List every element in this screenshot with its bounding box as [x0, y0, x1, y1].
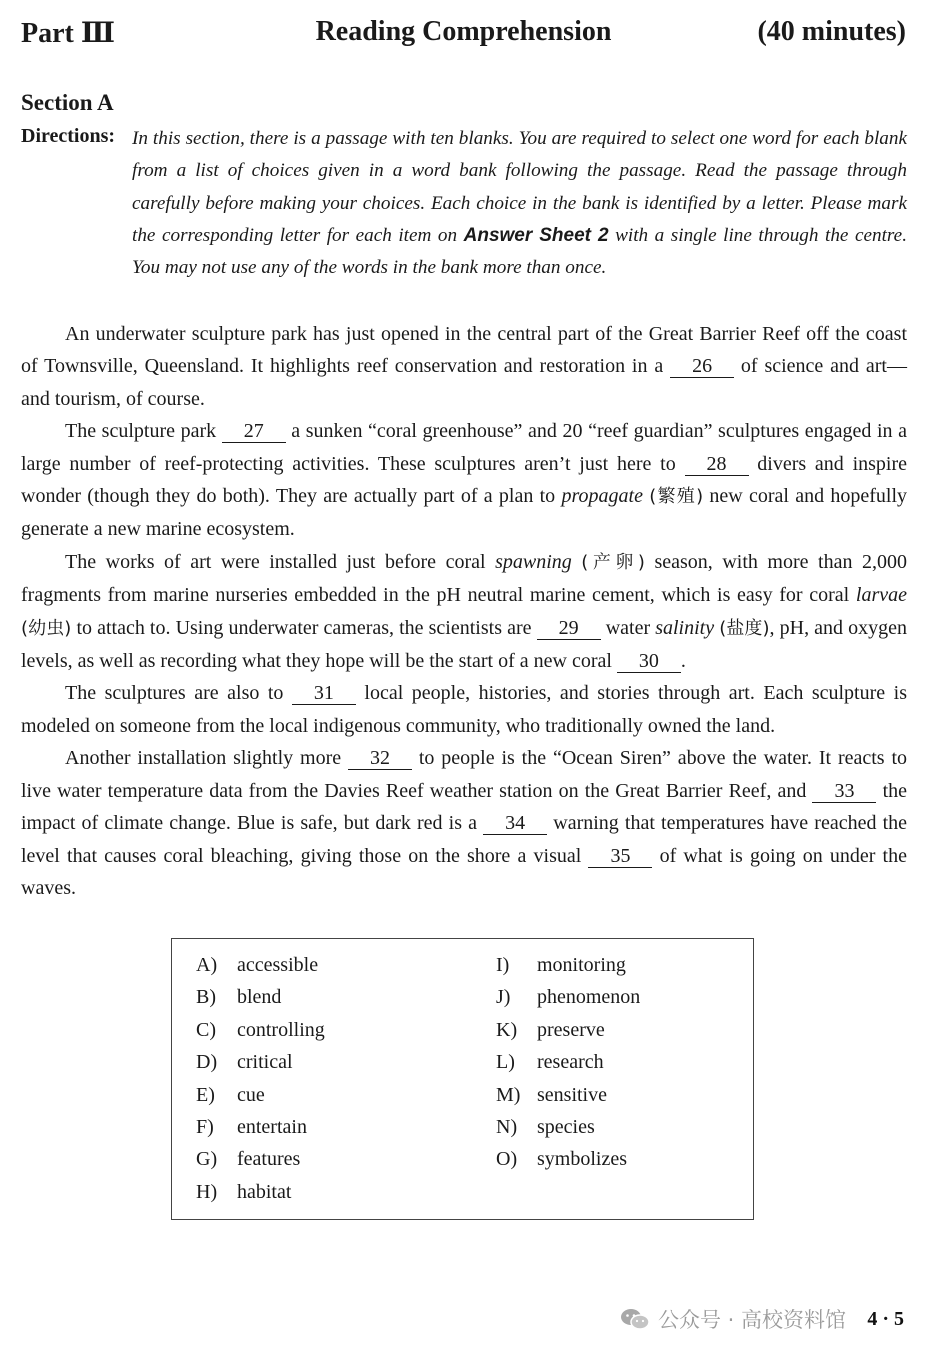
blank-29: 29	[537, 617, 601, 640]
choice-letter: F)	[196, 1115, 214, 1138]
reading-passage	[21, 318, 907, 904]
glossed-term: propagate	[561, 485, 643, 508]
choice-word: features	[237, 1148, 301, 1171]
passage-text: new coral and hopefully generate a new marine ecosystem.	[21, 485, 908, 541]
passage-text: divers and inspire wonder (though they do both). They are actually part of a plan to	[21, 452, 908, 508]
word-bank-item	[496, 949, 640, 981]
choice-letter: G)	[196, 1148, 218, 1171]
passage-text: .	[680, 650, 686, 673]
wechat-icon	[620, 1308, 650, 1330]
page-number: 4 · 5	[867, 1308, 904, 1330]
choice-word: cue	[237, 1083, 265, 1106]
word-bank-item	[196, 1046, 325, 1078]
passage-text: of what is going on under the waves.	[21, 844, 907, 899]
paragraph	[21, 742, 907, 904]
gloss: (幼虫)	[21, 617, 72, 639]
directions-label: Directions:	[21, 125, 116, 147]
choice-letter: E)	[196, 1083, 215, 1106]
watermark	[620, 1304, 846, 1334]
choice-word: phenomenon	[537, 986, 641, 1009]
paragraph	[21, 318, 907, 415]
choice-letter: N)	[496, 1115, 518, 1138]
word-bank-item	[496, 1014, 640, 1046]
answer-sheet-label: Answer Sheet 2	[463, 224, 609, 246]
choice-letter: A)	[196, 954, 218, 976]
passage-text: water	[600, 616, 656, 639]
paragraph	[21, 677, 907, 742]
word-bank-left-column	[196, 949, 325, 1208]
passage-text: The works of art were installed just before coral	[65, 550, 496, 573]
choice-letter: M)	[496, 1083, 521, 1106]
directions-block	[21, 123, 907, 284]
passage-text: The sculptures are also to	[65, 682, 292, 705]
directions-text-part: with a single line through the centre. You may not use any of the words in the bank more than once.	[132, 224, 907, 279]
choice-word: accessible	[237, 954, 319, 976]
choice-word: preserve	[537, 1018, 605, 1041]
word-bank	[171, 938, 754, 1220]
passage-text: local people, histories, and stories through art. Each sculpture is modeled on someone from the local indigenous community, who traditionally owned the land.	[21, 682, 907, 737]
word-bank-item	[196, 1079, 325, 1111]
choice-letter: L)	[496, 1051, 515, 1074]
glossed-term: salinity	[655, 616, 715, 639]
choice-word: symbolizes	[537, 1148, 627, 1171]
page-footer	[620, 1298, 910, 1338]
page-header	[21, 14, 906, 54]
page-title: Reading Comprehension	[315, 16, 612, 47]
passage-text: warning that temperatures have reached the level that causes coral bleaching, giving those on the shore a visual	[21, 812, 908, 867]
passage-text: of science and art—and tourism, of course.	[21, 355, 907, 410]
word-bank-item	[496, 1111, 640, 1143]
paragraph	[21, 546, 907, 678]
watermark-text: 公众号 · 高校资料馆	[658, 1308, 847, 1332]
choice-word: blend	[237, 986, 282, 1009]
choice-letter: D)	[196, 1051, 218, 1074]
choice-letter: B)	[196, 986, 216, 1009]
gloss: (繁殖)	[649, 486, 704, 508]
passage-text: to attach to. Using underwater cameras, the scientists are	[71, 616, 537, 639]
passage-text: a sunken “coral greenhouse” and 20 “reef guardian” sculptures engaged in a large number of reef-protecting activities. These sculptures aren’t just here to	[21, 420, 907, 475]
gloss: (产卵)	[581, 551, 645, 573]
word-bank-item	[496, 1143, 640, 1175]
time-limit: (40 minutes)	[757, 16, 906, 47]
blank-32: 32	[348, 747, 412, 770]
choice-word: sensitive	[537, 1083, 607, 1106]
blank-30: 30	[617, 650, 681, 673]
choice-letter: O)	[496, 1148, 518, 1171]
choice-letter: J)	[496, 986, 511, 1009]
word-bank-item	[196, 1143, 325, 1175]
word-bank-item	[496, 1079, 640, 1111]
passage-text: The sculpture park	[65, 420, 222, 443]
blank-28: 28	[685, 453, 749, 476]
passage-text: Another installation slightly more	[65, 747, 348, 770]
choice-letter: H)	[196, 1180, 218, 1203]
word-bank-item	[496, 1046, 640, 1078]
passage-text: season, with more than 2,000 fragments from marine nurseries embedded in the pH neutral marine cement, which is easy for coral	[21, 550, 907, 607]
gloss: (盐度)	[719, 617, 770, 639]
paragraph	[21, 415, 907, 546]
choice-word: research	[537, 1051, 604, 1074]
passage-text: to people is the “Ocean Siren” above the water. It reacts to live water temperature data from the Davies Reef weather station on the Great Barrier Reef, and	[21, 747, 907, 802]
passage-text: An underwater sculpture park has just opened in the central part of the Great Barrier Reef off the coast of Townsville, Queensland. It highlights reef conservation and restoration in a	[21, 323, 907, 378]
word-bank-item	[196, 1014, 325, 1046]
word-bank-item	[196, 981, 325, 1013]
choice-word: monitoring	[537, 954, 626, 976]
choice-letter: I)	[496, 954, 510, 976]
blank-33: 33	[812, 780, 876, 803]
blank-31: 31	[292, 682, 356, 705]
blank-34: 34	[483, 812, 547, 835]
choice-word: entertain	[237, 1115, 307, 1138]
choice-letter: C)	[196, 1018, 216, 1041]
choice-word: habitat	[237, 1180, 292, 1203]
word-bank-item	[496, 981, 640, 1013]
choice-word: controlling	[237, 1018, 325, 1041]
section-heading: Section A	[21, 90, 114, 115]
part-label: Part Ⅲ	[21, 18, 115, 49]
blank-27: 27	[222, 420, 286, 443]
choice-word: critical	[237, 1051, 293, 1074]
directions-text	[132, 123, 907, 284]
word-bank-item	[196, 1176, 325, 1208]
blank-26: 26	[670, 355, 734, 378]
passage-text: the impact of climate change. Blue is safe, but dark red is a	[21, 779, 908, 835]
blank-35: 35	[588, 845, 652, 868]
choice-letter: K)	[496, 1018, 518, 1041]
word-bank-item	[196, 949, 325, 981]
directions-text-part: In this section, there is a passage with ten blanks. You are required to select one word for each blank from a list of choices given in a word bank following the passage. Read the passage through carefully before making your choices. Each choice in the bank is identified by a letter. Please mark the corresponding letter for each item on	[132, 128, 907, 246]
glossed-term: spawning	[495, 550, 572, 573]
passage-text: , pH, and oxygen levels, as well as recording what they hope will be the start of a new coral	[21, 616, 908, 673]
glossed-term: larvae	[855, 584, 907, 607]
word-bank-item	[196, 1111, 325, 1143]
choice-word: species	[537, 1115, 595, 1138]
word-bank-right-column	[496, 949, 640, 1176]
